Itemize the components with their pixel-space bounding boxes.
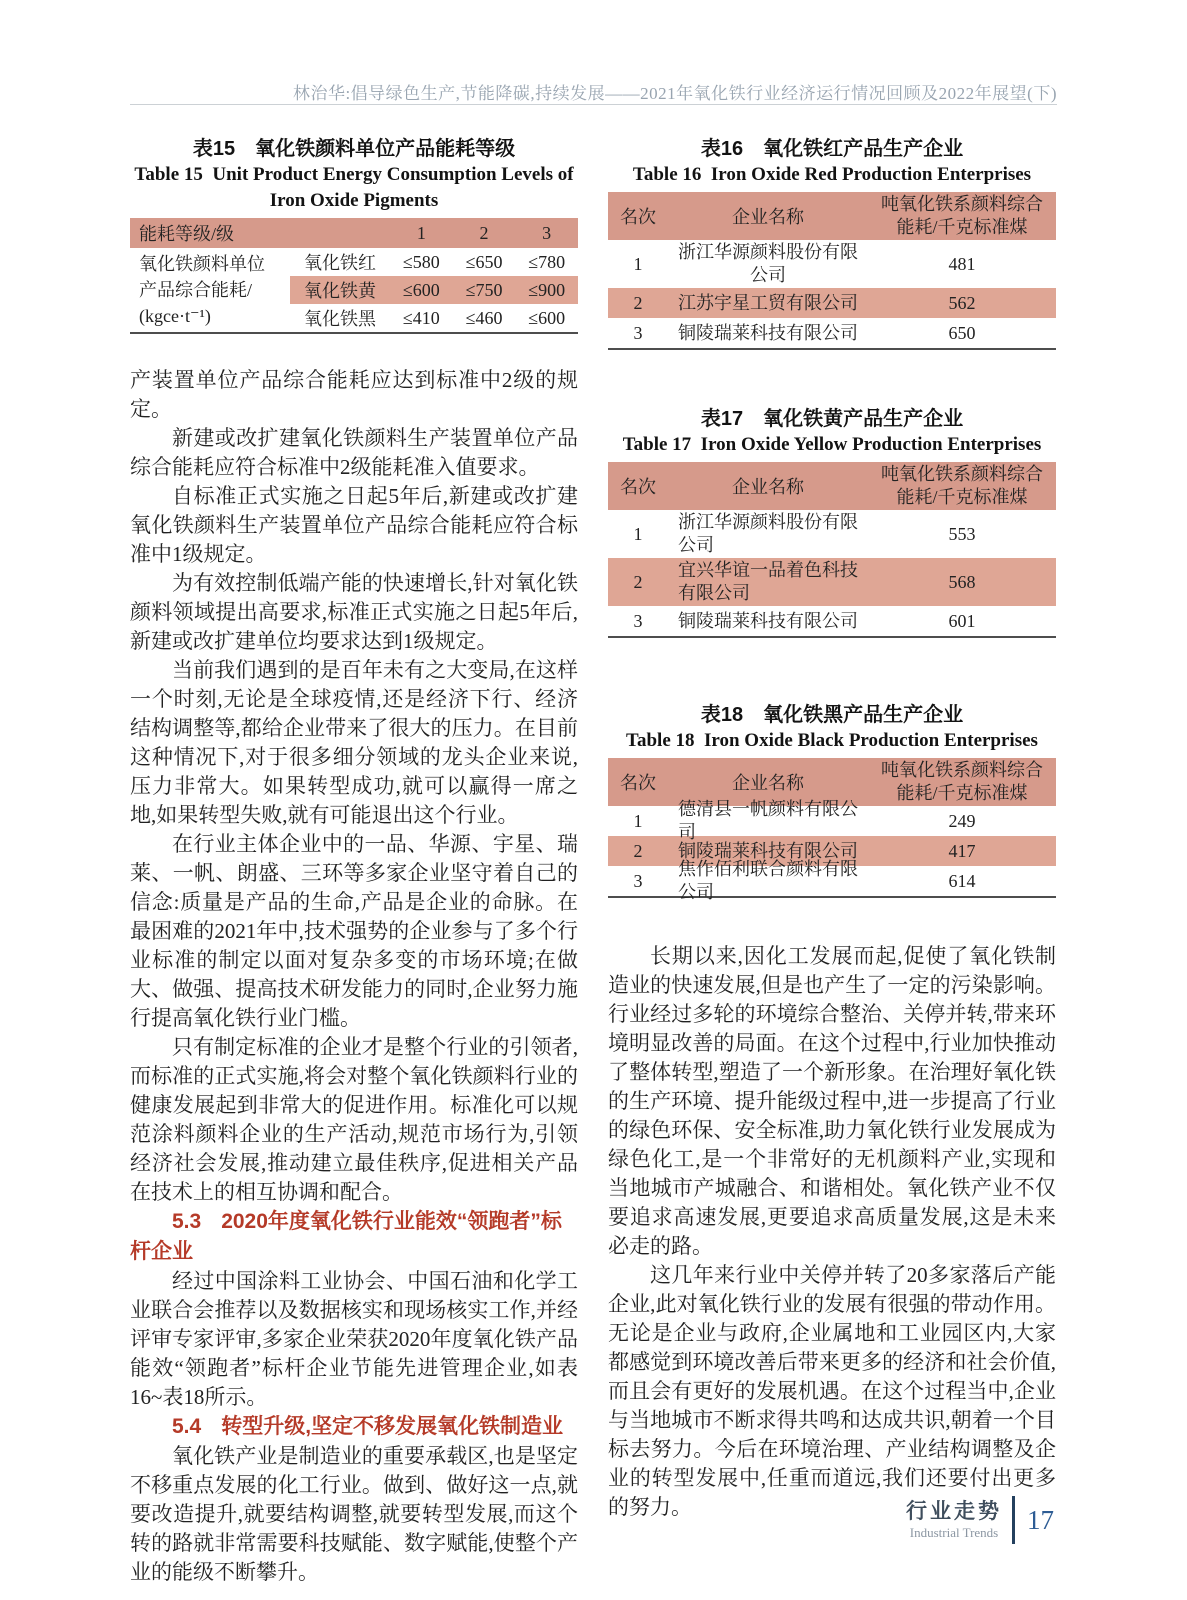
table15-group-label — [130, 248, 290, 332]
section-number: 5.4 — [172, 1415, 202, 1438]
rank: 1 — [633, 253, 643, 274]
table17-title-zh: 表17 氧化铁黄产品生产企业 — [700, 408, 964, 430]
company-name: 铜陵瑞莱科技有限公司 — [678, 840, 858, 861]
table15 — [130, 218, 578, 334]
paragraph: 长期以来,因化工发展而起,促使了氧化铁制造业的快速发展,但是也产生了一定的污染影响。行业经过多轮的环境综合整治、关停并转,带来环境明显改善的局面。在这个过程中,行业加快推动了整体转型,塑造了一个新形象。在治理好氧化铁的生产环境、提升能级过程中,进一步提高了行业的绿色环保、安全标准,助力氧化铁行业发展成为绿色化工,是一个非常好的无机颜料产业,实现和当地城市产城融合、和谐相处。氧化铁产业不仅要追求高速发展,更要追求高质量发展,这是未来必走的路。 — [608, 944, 1056, 1258]
table15-group-label-line3: (kgce·t⁻¹) — [139, 306, 211, 326]
running-head: 林治华:倡导绿色生产,节能降碳,持续发展——2021年氧化铁行业经济运行情况回顾及2022年展望(下) — [292, 84, 1057, 103]
table-row — [290, 304, 578, 332]
header-rule — [130, 104, 1057, 105]
paragraph: 产装置单位产品综合能耗应达到标准中2级的规定。 — [130, 368, 578, 421]
company-name — [668, 241, 868, 287]
right-body-text — [608, 942, 1056, 1522]
table-row-highlighted — [608, 288, 1056, 318]
energy-value: 249 — [948, 810, 976, 831]
section-title: 2020年度氧化铁行业能效“领跑者”标杆企业 — [130, 1210, 562, 1263]
left-body-text — [130, 366, 578, 1587]
section-heading-5-4 — [130, 1412, 578, 1442]
table18-title-en: Table 18 Iron Oxide Black Production Enterprises — [626, 730, 1038, 751]
table16-header-row — [608, 192, 1056, 240]
column-header-name: 企业名称 — [732, 477, 804, 497]
table-row-highlighted — [608, 558, 1056, 606]
paragraph: 为有效控制低端产能的快速增长,针对氧化铁颜料领域提出高要求,标准正式实施之日起5年后,新建或改扩建单位均要求达到1级规定。 — [130, 571, 578, 653]
table18 — [608, 758, 1056, 902]
column-header-name: 企业名称 — [732, 773, 804, 793]
energy-value: 562 — [948, 292, 976, 313]
section-title: 转型升级,坚定不移发展氧化铁制造业 — [221, 1415, 564, 1438]
energy-value: ≤580 — [402, 251, 440, 272]
table15-title-en-line1: Table 15 Unit Product Energy Consumption Levels of — [134, 164, 574, 185]
rank: 3 — [633, 870, 643, 891]
energy-value: 614 — [948, 870, 976, 891]
energy-value: ≤410 — [402, 307, 440, 328]
table-row — [608, 510, 1056, 558]
energy-value: ≤600 — [402, 279, 440, 300]
page-footer — [906, 1496, 1054, 1544]
energy-value: 650 — [948, 322, 976, 343]
table16-title-zh: 表16 氧化铁红产品生产企业 — [700, 138, 964, 160]
footer-section-en: Industrial Trends — [909, 1525, 999, 1540]
table17-title-en: Table 17 Iron Oxide Yellow Production Enterprises — [622, 434, 1042, 455]
product-name: 氧化铁黄 — [304, 281, 376, 301]
rank: 3 — [633, 322, 643, 343]
table15-title-zh: 表15 氧化铁颜料单位产品能耗等级 — [192, 138, 516, 160]
paragraph: 在行业主体企业中的一品、华源、宇星、瑞莱、一帆、朗盛、三环等多家企业坚守着自己的信念:质量是产品的生命,产品是企业的命脉。在最困难的2021年中,技术强势的企业参与了多个行业标准的制定以面对复杂多变的市场环境;在做大、做强、提高技术研发能力的同时,企业努力施行提高氧化铁行业门槛。 — [130, 832, 578, 1030]
table-row — [608, 240, 1056, 288]
table15-level-3: 3 — [542, 222, 552, 243]
table15-group-label-line1: 氧化铁颜料单位 — [139, 254, 265, 274]
column-header-energy — [868, 463, 1056, 509]
company-name-line1: 浙江华源颜料股份有限 — [678, 512, 858, 532]
column-header-energy — [868, 193, 1056, 239]
table-row — [608, 859, 1056, 902]
paragraph: 新建或改扩建氧化铁颜料生产装置单位产品综合能耗应符合标准中2级能耗准入值要求。 — [130, 426, 578, 479]
column-header-name: 企业名称 — [732, 207, 804, 227]
company-name-line2: 公司 — [678, 535, 714, 555]
product-name: 氧化铁黑 — [304, 309, 376, 329]
table15-level-1: 1 — [416, 222, 426, 243]
table16-title-en: Table 16 Iron Oxide Red Production Enterprises — [632, 164, 1032, 185]
column-header-energy-line2: 能耗/千克标准煤 — [896, 217, 1028, 237]
column-header-energy-line2: 能耗/千克标准煤 — [896, 783, 1028, 803]
table18-title-zh: 表18 氧化铁黑产品生产企业 — [700, 704, 964, 726]
energy-value: 553 — [948, 523, 976, 544]
table15-level-2: 2 — [479, 222, 489, 243]
table-row — [608, 799, 1056, 842]
table-row-highlighted — [290, 276, 578, 304]
page-number: 17 — [1027, 1504, 1054, 1535]
rank: 1 — [633, 523, 643, 544]
paragraph: 经过中国涂料工业协会、中国石油和化学工业联合会推荐以及数据核实和现场核实工作,并经评审专家评审,多家企业荣获2020年度氧化铁产品能效“领跑者”标杆企业节能先进管理企业,如表16~表18所示。 — [130, 1269, 578, 1409]
rank: 3 — [633, 610, 643, 631]
energy-value: 568 — [948, 571, 976, 592]
section-number: 5.3 — [172, 1210, 202, 1233]
company-name: 焦作佰利联合颜料有限公司 — [678, 859, 858, 902]
column-header-rank: 名次 — [620, 773, 656, 793]
left-column — [130, 120, 578, 1587]
table-row — [608, 606, 1056, 636]
table15-header-row — [130, 218, 578, 248]
energy-value: 601 — [948, 610, 976, 631]
paragraph: 自标准正式实施之日起5年后,新建或改扩建氧化铁颜料生产装置单位产品综合能耗应符合标准中1级规定。 — [130, 484, 578, 566]
table15-group-label-line2: 产品综合能耗/ — [139, 280, 253, 300]
table17-header-row — [608, 462, 1056, 510]
company-name: 德清县一帆颜料有限公司 — [678, 799, 858, 842]
column-header-rank: 名次 — [620, 207, 656, 227]
company-name-line1: 浙江华源颜料股份有限 — [678, 242, 858, 262]
column-header-rank: 名次 — [620, 477, 656, 497]
paragraph: 当前我们遇到的是百年未有之大变局,在这样一个时刻,无论是全球疫情,还是经济下行、经济结构调整等,都给企业带来了很大的压力。在目前这种情况下,对于很多细分领域的龙头企业来说,压力非常大。如果转型成功,就可以赢得一席之地,如果转型失败,就有可能退出这个行业。 — [130, 658, 578, 827]
company-name: 铜陵瑞莱科技有限公司 — [678, 610, 858, 631]
right-column — [608, 120, 1056, 1522]
paragraph: 这几年来行业中关停并转了20多家落后产能企业,此对氧化铁行业的发展有很强的带动作用。无论是企业与政府,企业属地和工业园区内,大家都感觉到环境改善后带来更多的经济和社会价值,而且会有更好的发展机遇。在这个过程当中,企业与当地城市不断求得共鸣和达成共识,朝着一个目标去努力。今后在环境治理、产业结构调整及企业的转型发展中,任重而道远,我们还要付出更多的努力。 — [608, 1263, 1056, 1519]
table15-body — [130, 248, 578, 332]
column-header-energy-line1: 吨氧化铁系颜料综合 — [881, 194, 1043, 214]
paragraph: 氧化铁产业是制造业的重要承载区,也是坚定不移重点发展的化工行业。做到、做好这一点,就要改造提升,就要结构调整,就要转型发展,而这个转的路就非常需要科技赋能、数字赋能,使整个产业的能级不断攀升。 — [130, 1444, 578, 1584]
paragraph: 只有制定标准的企业才是整个行业的引领者,而标准的正式实施,将会对整个氧化铁颜料行业的健康发展起到非常大的促进作用。标准化可以规范涂料颜料企业的生产活动,规范市场行为,引领经济社会发展,推动建立最佳秩序,促进相关产品在技术上的相互协调和配合。 — [130, 1035, 578, 1204]
rank: 1 — [633, 810, 643, 831]
column-header-energy-line2: 能耗/千克标准煤 — [896, 487, 1028, 507]
table-row — [290, 248, 578, 276]
section-heading-5-3 — [130, 1207, 578, 1267]
energy-value: 417 — [948, 840, 976, 861]
rank: 2 — [633, 292, 643, 313]
energy-value: ≤600 — [528, 307, 566, 328]
company-name — [668, 511, 868, 557]
company-name — [668, 559, 868, 605]
column-header-energy-line1: 吨氧化铁系颜料综合 — [881, 760, 1043, 780]
column-header-energy-line1: 吨氧化铁系颜料综合 — [881, 464, 1043, 484]
company-name: 江苏宇星工贸有限公司 — [678, 292, 858, 313]
company-name-line2: 有限公司 — [678, 583, 750, 603]
energy-value: ≤780 — [528, 251, 566, 272]
footer-divider — [1012, 1496, 1015, 1544]
company-name-line1: 宜兴华谊一品着色科技 — [678, 560, 858, 580]
table-row — [608, 318, 1056, 348]
energy-value: ≤460 — [465, 307, 503, 328]
table15-header-label: 能耗等级/级 — [139, 224, 235, 244]
product-name: 氧化铁红 — [304, 253, 376, 273]
energy-value: 481 — [948, 253, 976, 274]
energy-value: ≤750 — [465, 279, 503, 300]
table16 — [608, 192, 1056, 350]
company-name-line2: 公司 — [750, 265, 786, 285]
energy-value: ≤650 — [465, 251, 503, 272]
footer-section-zh: 行业走势 — [906, 1500, 1002, 1523]
company-name: 铜陵瑞莱科技有限公司 — [678, 322, 858, 343]
column-header-energy — [868, 759, 1056, 805]
energy-value: ≤900 — [528, 279, 566, 300]
table15-title-en-line2: Iron Oxide Pigments — [269, 190, 439, 211]
rank: 2 — [633, 571, 643, 592]
rank: 2 — [633, 840, 643, 861]
table17 — [608, 462, 1056, 638]
